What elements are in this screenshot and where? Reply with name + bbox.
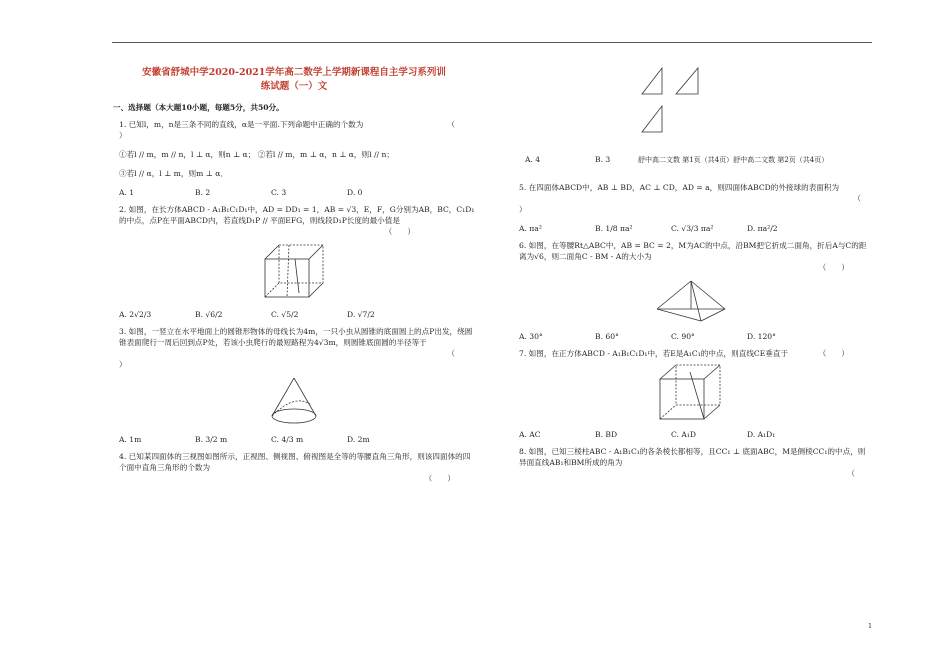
q1-stem: 1. 已知l，m，n是三条不同的直线，α是一平面.下列命题中正确的个数为 bbox=[119, 120, 364, 129]
q1-item-2: ③若l // α，l ⊥ m，则m ⊥ α． bbox=[119, 169, 228, 178]
q7-option-c: C. A₁D bbox=[671, 430, 696, 439]
q5-option-b: B. 1/8 πa² bbox=[595, 224, 633, 233]
q4-option-b: B. 3 bbox=[595, 155, 611, 164]
question-7 bbox=[513, 348, 869, 440]
q5-paren-close: ） bbox=[519, 205, 527, 214]
q7-option-a: A. AC bbox=[519, 430, 541, 439]
q5-option-a: A. πa² bbox=[519, 224, 542, 233]
q5-option-c: C. √3/3 πa² bbox=[671, 224, 714, 233]
q3-option-a: A. 1m bbox=[119, 435, 142, 444]
q7-option-b: B. BD bbox=[595, 430, 618, 439]
q7-option-d: D. A₁D₁ bbox=[747, 430, 776, 439]
q3-option-d: D. 2m bbox=[347, 435, 370, 444]
q1-option-b: B. 2 bbox=[195, 188, 211, 197]
q1-paren: （ bbox=[447, 120, 455, 129]
q4-stem: 4. 已知某四面体的三视图如图所示，正视图、侧视图、俯视图是全等的等腰直角三角形，则该四面体的四个面中直角三角形的个数为 bbox=[119, 452, 471, 472]
page-footer: 舒中高二文数 第1页（共4页）舒中高二文数 第2页（共4页） bbox=[638, 156, 829, 164]
q7-stem: 7. 如图，在正方体ABCD - A₁B₁C₁D₁中，若E是A₁C₁的中点，则直线CE垂直于 bbox=[519, 349, 789, 358]
q2-stem: 2. 如图，在长方体ABCD - A₁B₁C₁D₁中，AD = DD₁ = 1，AB = √3，E，F，G分别为AB，BC，C₁D₁的中点，点P在平面ABCD内，若直线D₁P // 平面EFG，则线段D₁P长度的最小值是 bbox=[119, 205, 475, 225]
q2-option-b: B. √6/2 bbox=[195, 310, 223, 319]
right-column bbox=[513, 176, 869, 479]
three-views-figure bbox=[640, 66, 706, 146]
q6-paren: （ ） bbox=[818, 263, 849, 272]
q1-paren-close: ） bbox=[119, 131, 127, 140]
q2-option-d: D. √7/2 bbox=[347, 310, 375, 319]
q6-option-a: A. 30° bbox=[519, 332, 543, 341]
q5-stem: 5. 在四面体ABCD中，AB ⊥ BD，AC ⊥ CD，AD = a，则四面体ABCD的外接球的表面积为 bbox=[519, 183, 840, 192]
q7-options bbox=[513, 429, 869, 440]
q6-option-b: B. 60° bbox=[595, 332, 619, 341]
q5-option-d: D. πa²/2 bbox=[747, 224, 778, 233]
q3-option-c: C. 4/3 m bbox=[271, 435, 304, 444]
q1-option-d: D. 0 bbox=[347, 188, 363, 197]
q6-option-d: D. 120° bbox=[747, 332, 776, 341]
q2-option-c: C. √5/2 bbox=[271, 310, 299, 319]
question-8 bbox=[513, 446, 869, 479]
fold-figure bbox=[651, 277, 731, 323]
q8-stem: 8. 如图，已知三棱柱ABC - A₁B₁C₁的各条棱长都相等，且CC₁ ⊥ 底面ABC，M是侧棱CC₁的中点，则异面直线AB₁和BM所成的角为 bbox=[519, 447, 866, 467]
q8-paren: （ bbox=[847, 469, 855, 478]
question-3 bbox=[113, 326, 475, 445]
q1-options bbox=[113, 187, 475, 198]
left-column bbox=[113, 48, 475, 484]
q6-option-c: C. 90° bbox=[671, 332, 695, 341]
top-rule bbox=[112, 42, 872, 43]
q3-paren: （ bbox=[447, 349, 455, 358]
question-1 bbox=[113, 119, 475, 198]
q2-paren: （ ） bbox=[384, 227, 415, 236]
question-6 bbox=[513, 240, 869, 342]
page-number: 1 bbox=[868, 623, 872, 630]
q3-stem: 3. 如图，一竖立在水平地面上的圆锥形物体的母线长为4m，一只小虫从圆锥的底面圆上的点P出发，绕圆锥表面爬行一周后回到点P处，若该小虫爬行的最短路程为4√3m，则圆锥底面圆的半径等于 bbox=[119, 327, 473, 347]
q1-option-a: A. 1 bbox=[119, 188, 135, 197]
section-heading: 一、选择题（本大题10小题，每题5分，共50分。 bbox=[113, 103, 284, 112]
q3-option-b: B. 3/2 m bbox=[195, 435, 228, 444]
q5-paren: （ bbox=[853, 194, 861, 203]
q6-options bbox=[513, 331, 869, 342]
q5-options bbox=[513, 223, 869, 234]
q3-paren-close: ） bbox=[119, 360, 127, 369]
cuboid-figure bbox=[259, 241, 329, 301]
title-line-2: 练试题（一）文 bbox=[260, 81, 328, 92]
q6-stem: 6. 如图，在等腰Rt△ABC中，AB = BC = 2，M为AC的中点，沿BM把它折成二面角，折后A与C的距离为√6，则二面角C - BM - A的大小为 bbox=[519, 241, 867, 261]
question-5 bbox=[513, 182, 869, 234]
q2-options bbox=[113, 309, 475, 320]
q2-option-a: A. 2√2/3 bbox=[119, 310, 152, 319]
title-block bbox=[113, 66, 475, 94]
q1-item-1: ①若l // m，m // n，l ⊥ α，则n ⊥ α； ②若l // m，m ⊥ α，n ⊥ α，则l // n； bbox=[119, 150, 394, 159]
q4-option-a: A. 4 bbox=[525, 155, 541, 164]
q7-paren: （ ） bbox=[818, 349, 849, 358]
title-line-1: 安徽省舒城中学2020-2021学年高二数学上学期新课程自主学习系列训 bbox=[142, 67, 446, 78]
question-2 bbox=[113, 204, 475, 320]
q1-option-c: C. 3 bbox=[271, 188, 287, 197]
cube-figure bbox=[656, 363, 726, 421]
question-4 bbox=[113, 451, 475, 484]
q4-paren: （ ） bbox=[424, 474, 455, 483]
cone-figure bbox=[264, 374, 324, 426]
q3-options bbox=[113, 434, 475, 445]
